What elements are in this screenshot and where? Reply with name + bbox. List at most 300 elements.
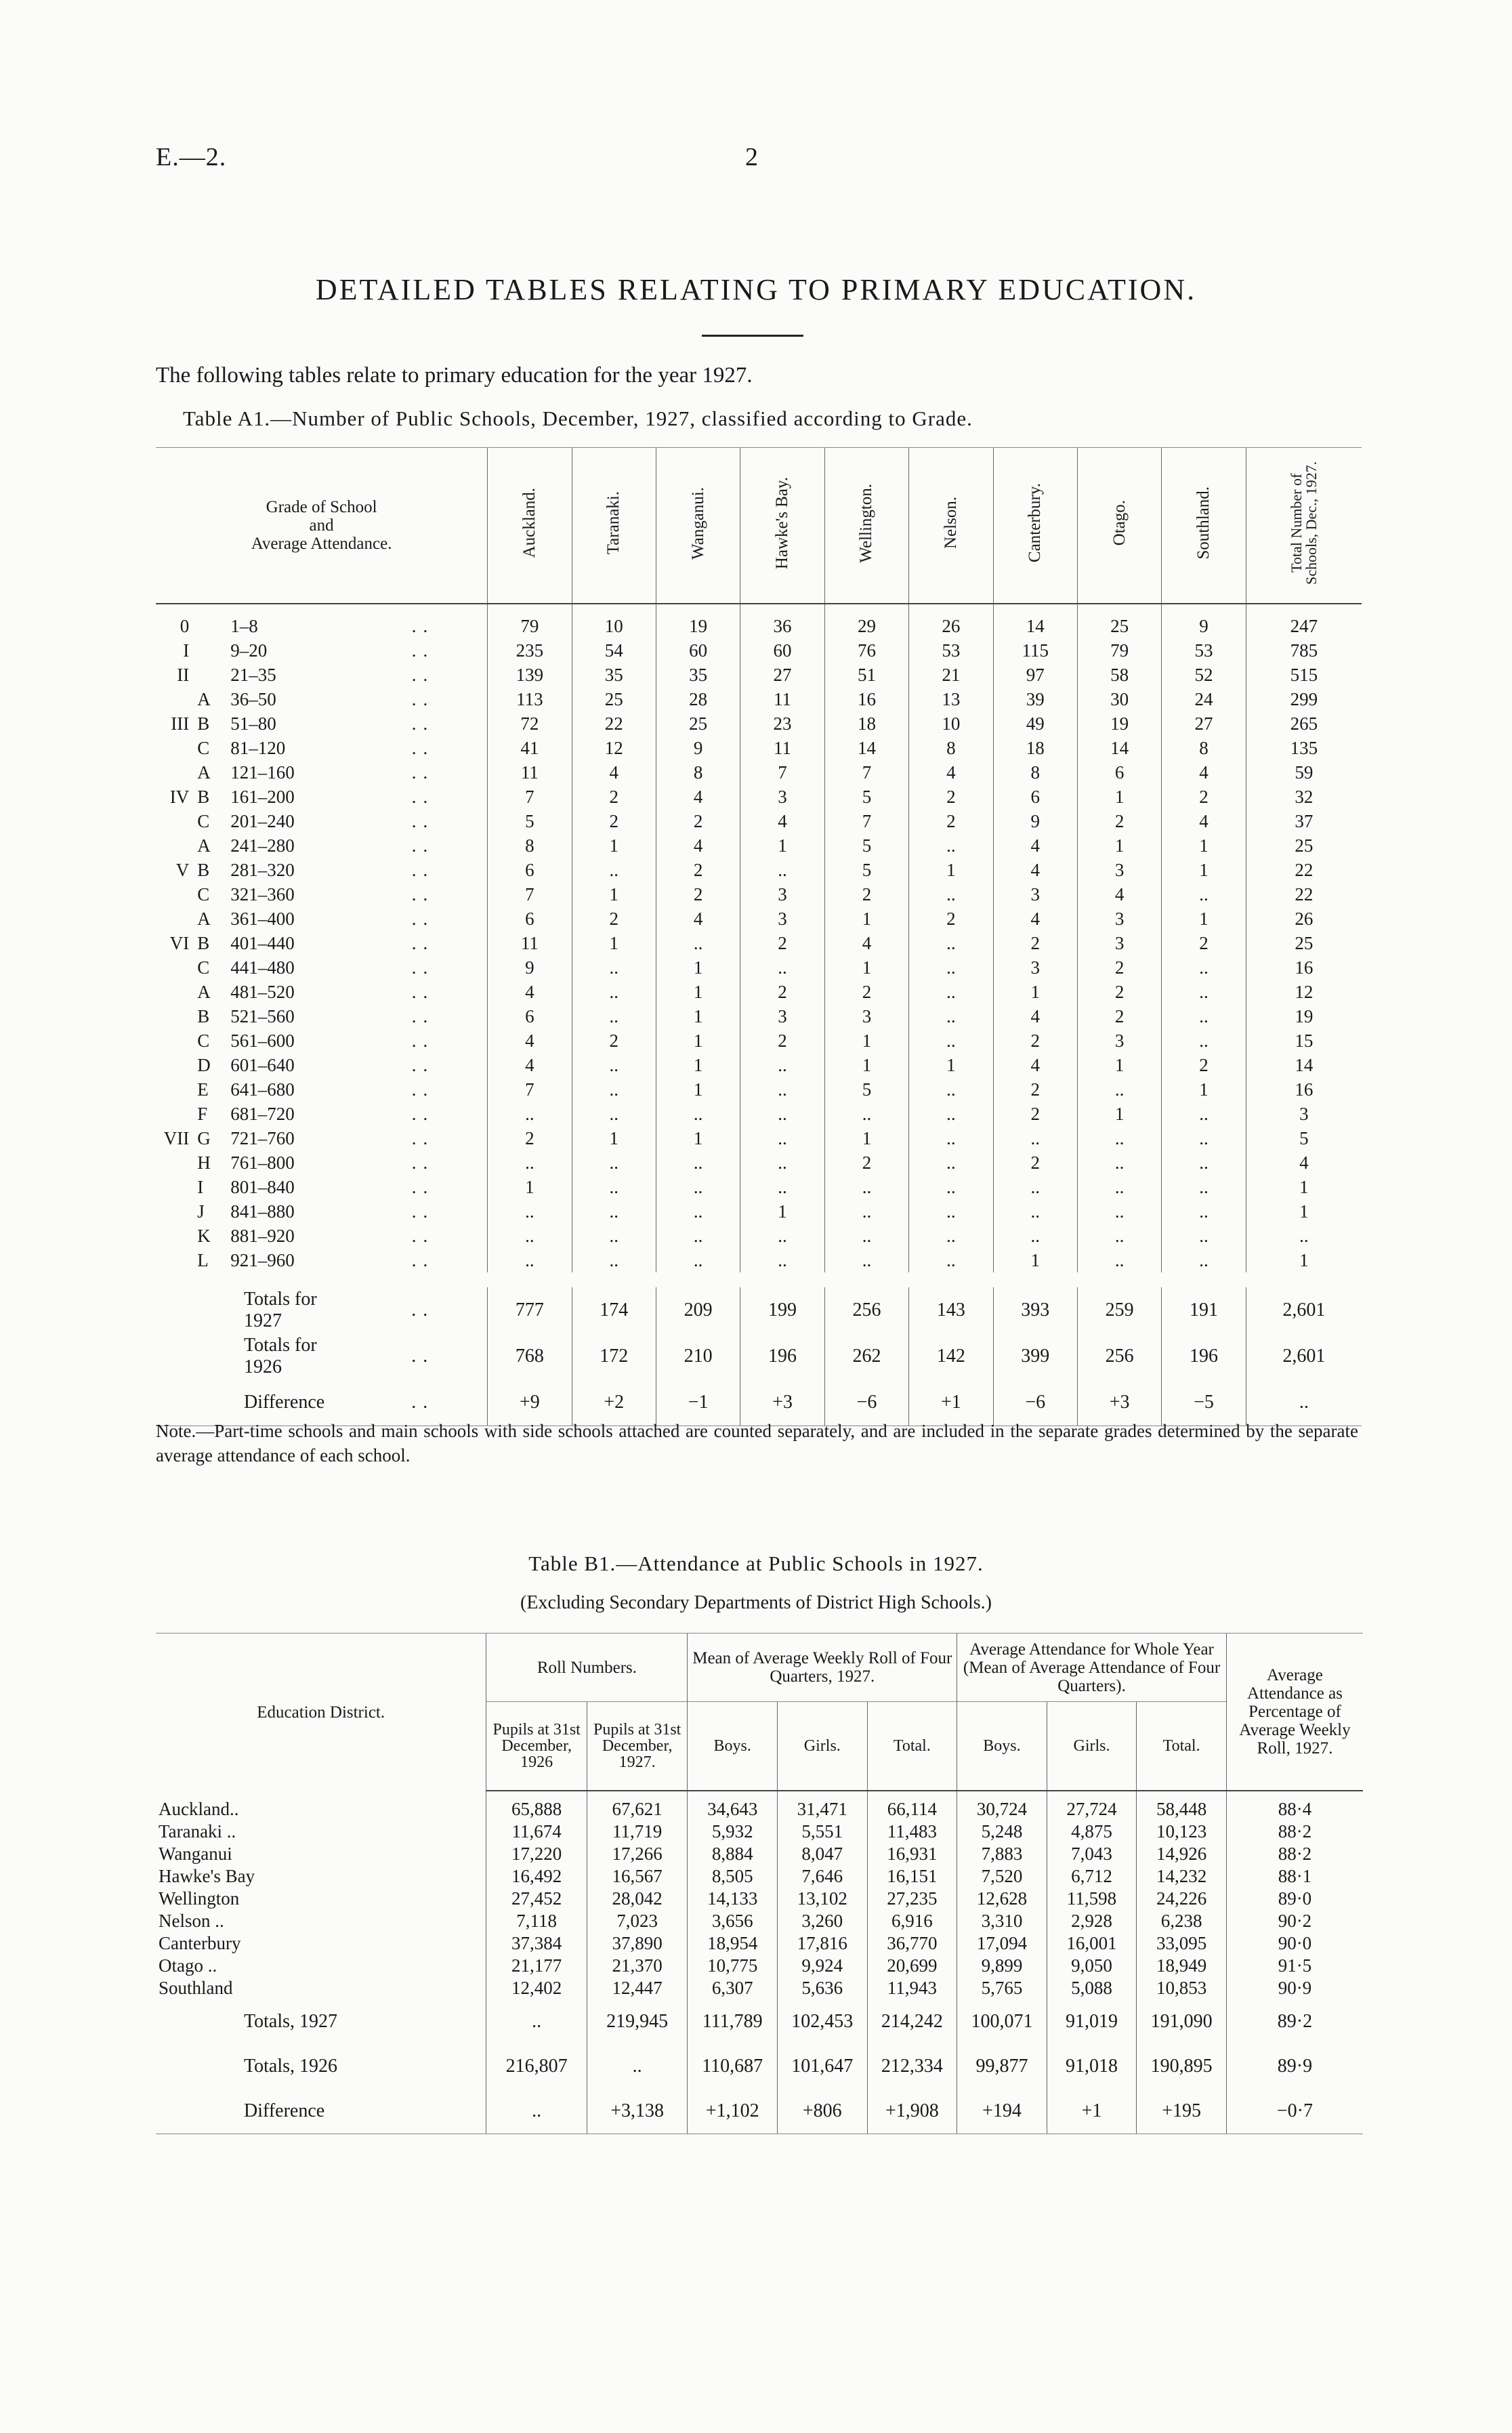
value-cell: 10 [909, 711, 993, 736]
subgrade-cell: H [197, 1152, 211, 1173]
table-b1-header-row-1 [156, 1634, 1363, 1702]
totals-label: Totals for 1926 [244, 1335, 317, 1377]
totals-row [156, 1333, 1362, 1379]
value-cell: 16 [824, 687, 908, 711]
value-cell: 35 [572, 663, 656, 687]
value-cell: 2 [1162, 785, 1246, 809]
attendance-range-cell: 241–280 [230, 835, 295, 856]
value-cell: 7 [488, 882, 572, 907]
district-header: Taranaki. [572, 448, 656, 604]
value-cell: .. [572, 1199, 656, 1224]
table-row [156, 882, 1362, 907]
value-cell: .. [740, 1248, 824, 1272]
table-row [156, 687, 1362, 711]
spacer-cell [438, 760, 488, 785]
value-cell: 9 [1162, 604, 1246, 638]
value-cell: .. [488, 1150, 572, 1175]
spacer-cell [438, 638, 488, 663]
subgrade-cell: C [197, 810, 210, 831]
value-cell: 3 [1077, 931, 1161, 955]
total-value-cell: .. [1246, 1379, 1362, 1426]
value-cell: .. [488, 1224, 572, 1248]
spacer-cell [438, 1224, 488, 1248]
value-cell: 41 [488, 736, 572, 760]
grade-header-line: Grade of School [266, 498, 377, 516]
value-cell: 5 [488, 809, 572, 833]
attendance-range-cell: 561–600 [230, 1030, 295, 1051]
value-cell: 54 [572, 638, 656, 663]
grade-cell [156, 1248, 193, 1272]
value-cell: 5,636 [778, 1977, 868, 1999]
value-cell: 4 [993, 1053, 1077, 1077]
value-cell: 12,628 [957, 1888, 1047, 1910]
value-cell: 79 [1077, 638, 1161, 663]
value-cell: .. [909, 931, 993, 955]
pupils-1927-header: Pupils at 31st December, 1927. [587, 1702, 688, 1791]
value-cell: 49 [993, 711, 1077, 736]
leader-dots: .. [411, 932, 435, 953]
district-header: Wanganui. [656, 448, 740, 604]
value-cell: 1 [1077, 1102, 1161, 1126]
attendance-range-cell: 361–400 [230, 908, 295, 929]
value-cell: 1 [656, 955, 740, 980]
value-cell: 24,226 [1137, 1888, 1227, 1910]
value-cell: 2 [993, 1077, 1077, 1102]
value-cell: .. [740, 1077, 824, 1102]
total-value-cell: +3 [740, 1379, 824, 1426]
value-cell: .. [1077, 1199, 1161, 1224]
value-cell: .. [1162, 955, 1246, 980]
value-cell: 27,452 [486, 1888, 587, 1910]
mean-boys-header: Boys. [688, 1702, 778, 1791]
value-cell: 6,238 [1137, 1910, 1227, 1932]
grade-cell [156, 882, 193, 907]
value-cell: 11 [488, 760, 572, 785]
table-row [156, 931, 1362, 955]
spacer-cell [438, 1004, 488, 1028]
value-cell: .. [909, 882, 993, 907]
leader-dots: .. [411, 1176, 435, 1197]
mean-roll-header: Mean of Average Weekly Roll of Four Quarters, 1927. [688, 1634, 957, 1702]
totals-label: Totals, 1927 [244, 2011, 338, 2032]
attendance-range-cell: 681–720 [230, 1103, 295, 1124]
grade-cell [156, 687, 193, 711]
leader-dots: .. [411, 640, 435, 661]
attendance-range-cell: 21–35 [230, 664, 276, 685]
value-cell: .. [909, 1175, 993, 1199]
value-cell: .. [572, 1053, 656, 1077]
value-cell: .. [909, 1150, 993, 1175]
table-b1 [156, 1633, 1363, 2134]
value-cell: 1 [1077, 785, 1161, 809]
value-cell: 88·2 [1226, 1821, 1363, 1843]
totals-row [156, 2044, 1363, 2089]
table-a1-note: Note.—Part-time schools and main schools with side schools attached are counted separately, and are included in the separate grades determined by the separate average attendance of each school. [156, 1421, 1358, 1465]
table-row [156, 1248, 1362, 1272]
attendance-range-cell: 721–760 [230, 1127, 295, 1148]
total-value-cell: 89·9 [1226, 2044, 1363, 2089]
spacer-cell [438, 1150, 488, 1175]
value-cell: .. [572, 1150, 656, 1175]
value-cell: .. [993, 1199, 1077, 1224]
subgrade-cell: B [197, 932, 210, 953]
spacer-cell [438, 907, 488, 931]
total-value-cell: +1,102 [688, 2089, 778, 2134]
total-value-cell: .. [587, 2044, 688, 2089]
value-cell: 9 [993, 809, 1077, 833]
value-cell: 17,816 [778, 1932, 868, 1955]
value-cell: .. [1162, 1004, 1246, 1028]
value-cell: 2 [993, 1102, 1077, 1126]
value-cell: 4 [488, 980, 572, 1004]
value-cell: 13 [909, 687, 993, 711]
total-value-cell: 102,453 [778, 1999, 868, 2044]
intro-text: The following tables relate to primary education for the year 1927. [156, 363, 753, 388]
attendance-range-cell: 801–840 [230, 1176, 295, 1197]
value-cell: 5 [824, 833, 908, 858]
value-cell: .. [1162, 1175, 1246, 1199]
value-cell: .. [909, 1248, 993, 1272]
subgrade-cell: E [197, 1079, 209, 1100]
value-cell: 88·1 [1226, 1865, 1363, 1888]
attendance-range-cell: 9–20 [230, 640, 268, 661]
spacer-cell [438, 1077, 488, 1102]
total-value-cell: −6 [824, 1379, 908, 1426]
value-cell: 11,943 [867, 1977, 957, 1999]
table-row [156, 1888, 1363, 1910]
value-cell: 8 [909, 736, 993, 760]
table-row [156, 1077, 1362, 1102]
grade-cell: II [177, 664, 190, 685]
value-cell: 35 [656, 663, 740, 687]
total-value-cell: 219,945 [587, 1999, 688, 2044]
total-value-cell: +195 [1137, 2089, 1227, 2134]
total-value-cell: 210 [656, 1333, 740, 1379]
value-cell: .. [740, 1126, 824, 1150]
value-cell: .. [1077, 1175, 1161, 1199]
value-cell: 1 [572, 1126, 656, 1150]
value-cell: .. [909, 1028, 993, 1053]
value-cell: 19 [656, 604, 740, 638]
value-cell: 785 [1246, 638, 1362, 663]
value-cell: .. [572, 1248, 656, 1272]
total-value-cell: .. [486, 2089, 587, 2134]
value-cell: 1 [993, 980, 1077, 1004]
value-cell: 18,949 [1137, 1955, 1227, 1977]
subgrade-cell: B [197, 1005, 210, 1026]
value-cell: 515 [1246, 663, 1362, 687]
subgrade-cell: G [197, 1127, 211, 1148]
table-row [156, 1955, 1363, 1977]
value-cell: 3,656 [688, 1910, 778, 1932]
spacer-cell [438, 833, 488, 858]
spacer-cell [438, 1053, 488, 1077]
spacer-cell [156, 1272, 1362, 1287]
value-cell: 1 [824, 1053, 908, 1077]
total-value-cell: +1,908 [867, 2089, 957, 2134]
leader-dots: .. [411, 1054, 435, 1075]
value-cell: .. [740, 1150, 824, 1175]
subgrade-cell [193, 604, 226, 638]
value-cell: 265 [1246, 711, 1362, 736]
grade-cell [156, 1224, 193, 1248]
value-cell: 22 [572, 711, 656, 736]
spacer-cell [438, 955, 488, 980]
value-cell: 14,926 [1137, 1843, 1227, 1865]
value-cell: .. [1162, 980, 1246, 1004]
value-cell: 2 [909, 785, 993, 809]
value-cell: .. [1162, 1126, 1246, 1150]
leader-dots: .. [411, 981, 435, 1002]
leader-dots: .. [411, 713, 435, 734]
district-header: Nelson. [909, 448, 993, 604]
attendance-range-cell: 601–640 [230, 1054, 295, 1075]
leader-dots: .. [411, 1005, 435, 1026]
value-cell: .. [740, 1102, 824, 1126]
leader-dots: .. [411, 737, 435, 758]
value-cell: 1 [656, 1053, 740, 1077]
value-cell: 22 [1246, 858, 1362, 882]
table-b1-subtitle: (Excluding Secondary Departments of District High Schools.) [520, 1592, 992, 1613]
page-title: DETAILED TABLES RELATING TO PRIMARY EDUCATION. [315, 273, 1197, 306]
value-cell: 4 [740, 809, 824, 833]
value-cell: 1 [656, 980, 740, 1004]
district-header: Auckland. [488, 448, 572, 604]
spacer-cell [438, 1102, 488, 1126]
value-cell: .. [488, 1199, 572, 1224]
value-cell: 135 [1246, 736, 1362, 760]
leader-dots: .. [411, 859, 435, 880]
value-cell: 6 [488, 1004, 572, 1028]
attendance-range-cell: 51–80 [230, 713, 276, 734]
value-cell: 1 [1162, 858, 1246, 882]
grade-cell [156, 833, 193, 858]
value-cell: 5,248 [957, 1821, 1047, 1843]
table-row [156, 1175, 1362, 1199]
leader-dots: .. [411, 1152, 435, 1173]
value-cell: .. [824, 1224, 908, 1248]
table-row [156, 809, 1362, 833]
district-header: Canterbury. [993, 448, 1077, 604]
value-cell: 11,598 [1047, 1888, 1137, 1910]
value-cell: 25 [656, 711, 740, 736]
value-cell: 113 [488, 687, 572, 711]
attendance-range-cell: 841–880 [230, 1201, 295, 1222]
value-cell: 8 [488, 833, 572, 858]
table-row [156, 760, 1362, 785]
leader-dots: .. [411, 908, 435, 929]
total-value-cell: 399 [993, 1333, 1077, 1379]
value-cell: 66,114 [867, 1791, 957, 1821]
value-cell: 88·4 [1226, 1791, 1363, 1821]
district-header: Otago. [1077, 448, 1161, 604]
value-cell: .. [909, 1102, 993, 1126]
value-cell: 51 [824, 663, 908, 687]
subgrade-cell: C [197, 883, 210, 904]
value-cell: 1 [824, 907, 908, 931]
value-cell: 28 [656, 687, 740, 711]
value-cell: 6,916 [867, 1910, 957, 1932]
table-row [156, 711, 1362, 736]
value-cell: 60 [740, 638, 824, 663]
value-cell: .. [572, 955, 656, 980]
value-cell: 1 [740, 833, 824, 858]
table-a1 [156, 447, 1362, 1426]
value-cell: 7 [488, 1077, 572, 1102]
value-cell: 4 [824, 931, 908, 955]
value-cell: 115 [993, 638, 1077, 663]
value-cell: 7 [488, 785, 572, 809]
value-cell: 2 [909, 907, 993, 931]
grade-cell [156, 907, 193, 931]
value-cell: .. [488, 1248, 572, 1272]
value-cell: 6 [993, 785, 1077, 809]
value-cell: 1 [1246, 1175, 1362, 1199]
value-cell: 24 [1162, 687, 1246, 711]
value-cell: 10,853 [1137, 1977, 1227, 1999]
total-value-cell: 190,895 [1137, 2044, 1227, 2089]
value-cell: 36,770 [867, 1932, 957, 1955]
value-cell: 1 [572, 931, 656, 955]
value-cell: 16 [1246, 955, 1362, 980]
subgrade-cell: A [197, 981, 211, 1002]
table-row [156, 1821, 1363, 1843]
table-row [156, 833, 1362, 858]
value-cell: 14 [993, 604, 1077, 638]
total-value-cell: 212,334 [867, 2044, 957, 2089]
grade-cell: IV [169, 786, 190, 807]
total-value-cell: 2,601 [1246, 1333, 1362, 1379]
value-cell: 22 [1246, 882, 1362, 907]
table-row [156, 1053, 1362, 1077]
value-cell: 235 [488, 638, 572, 663]
value-cell: .. [909, 980, 993, 1004]
spacer-row [156, 1272, 1362, 1287]
total-value-cell: +3,138 [587, 2089, 688, 2134]
grade-cell [156, 1077, 193, 1102]
value-cell: 33,095 [1137, 1932, 1227, 1955]
spacer-cell [438, 1333, 488, 1379]
value-cell: 15 [1246, 1028, 1362, 1053]
value-cell: .. [1162, 1224, 1246, 1248]
value-cell: 2 [824, 980, 908, 1004]
value-cell: .. [572, 1004, 656, 1028]
value-cell: 12,447 [587, 1977, 688, 1999]
value-cell: .. [909, 1126, 993, 1150]
spacer-cell [438, 711, 488, 736]
spacer-cell [438, 785, 488, 809]
total-value-cell: 196 [1162, 1333, 1246, 1379]
document-code: E.—2. [156, 143, 227, 171]
value-cell: 2 [572, 1028, 656, 1053]
value-cell: 1 [656, 1126, 740, 1150]
table-row [156, 638, 1362, 663]
table-row [156, 1224, 1362, 1248]
value-cell: 1 [1162, 907, 1246, 931]
subgrade-cell: J [197, 1201, 205, 1222]
value-cell: 1 [1077, 1053, 1161, 1077]
attendance-range-cell: 401–440 [230, 932, 295, 953]
value-cell: 1 [1246, 1248, 1362, 1272]
leader-dots: .. [411, 664, 435, 685]
subgrade-cell: B [197, 859, 210, 880]
total-value-cell: 99,877 [957, 2044, 1047, 2089]
value-cell: 14 [824, 736, 908, 760]
value-cell: 32 [1246, 785, 1362, 809]
total-value-cell: 2,601 [1246, 1287, 1362, 1333]
value-cell: 21,370 [587, 1955, 688, 1977]
spacer-cell [438, 858, 488, 882]
value-cell: 4 [488, 1053, 572, 1077]
grade-cell [156, 736, 193, 760]
value-cell: 27 [1162, 711, 1246, 736]
table-row [156, 1126, 1362, 1150]
value-cell: 11,674 [486, 1821, 587, 1843]
grade-cell: VI [169, 932, 190, 953]
value-cell: 3 [740, 882, 824, 907]
grade-header-line: and [309, 516, 334, 535]
value-cell: 139 [488, 663, 572, 687]
value-cell: .. [740, 1224, 824, 1248]
value-cell: 2 [488, 1126, 572, 1150]
value-cell: 4 [993, 833, 1077, 858]
value-cell: 6 [488, 858, 572, 882]
value-cell: 9,899 [957, 1955, 1047, 1977]
attendance-range-cell: 201–240 [230, 810, 295, 831]
value-cell: 25 [1246, 833, 1362, 858]
subgrade-cell: A [197, 908, 211, 929]
value-cell: 97 [993, 663, 1077, 687]
table-row [156, 1150, 1362, 1175]
value-cell: 4 [656, 833, 740, 858]
totals-row [156, 1287, 1362, 1333]
total-value-cell: 174 [572, 1287, 656, 1333]
grade-cell [156, 760, 193, 785]
value-cell: 1 [656, 1077, 740, 1102]
leader-dots: .. [411, 810, 435, 831]
value-cell: 17,094 [957, 1932, 1047, 1955]
value-cell: 5 [1246, 1126, 1362, 1150]
value-cell: 1 [572, 882, 656, 907]
value-cell: .. [656, 1175, 740, 1199]
total-value-cell: 262 [824, 1333, 908, 1379]
district-cell: Wanganui [159, 1844, 232, 1864]
value-cell: .. [572, 980, 656, 1004]
spacer-cell [438, 687, 488, 711]
value-cell: 5,551 [778, 1821, 868, 1843]
value-cell: 1 [1077, 833, 1161, 858]
attendance-range-cell: 441–480 [230, 957, 295, 978]
value-cell: 16,492 [486, 1865, 587, 1888]
value-cell: 53 [1162, 638, 1246, 663]
total-value-cell: 196 [740, 1333, 824, 1379]
value-cell: 1 [909, 1053, 993, 1077]
value-cell: 37,384 [486, 1932, 587, 1955]
value-cell: 65,888 [486, 1791, 587, 1821]
table-row [156, 1028, 1362, 1053]
spacer-cell [438, 1028, 488, 1053]
value-cell: 67,621 [587, 1791, 688, 1821]
value-cell: .. [740, 955, 824, 980]
district-cell: Southland [159, 1978, 233, 1998]
district-cell: Auckland.. [159, 1798, 239, 1819]
value-cell: 76 [824, 638, 908, 663]
value-cell: 2 [656, 882, 740, 907]
value-cell: 9,924 [778, 1955, 868, 1977]
total-value-cell: 143 [909, 1287, 993, 1333]
value-cell: 52 [1162, 663, 1246, 687]
total-value-cell: 100,071 [957, 1999, 1047, 2044]
